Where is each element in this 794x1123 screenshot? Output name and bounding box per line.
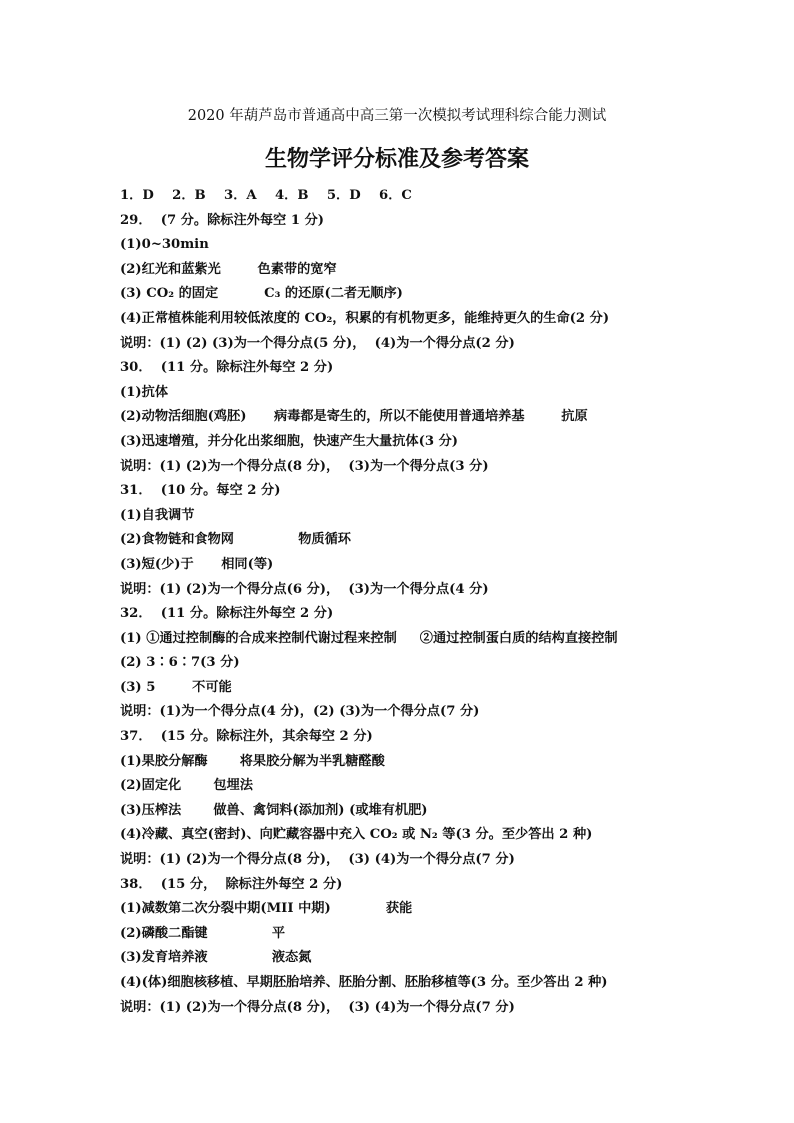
answer-line: (3)迅速增殖，并分化出浆细胞，快速产生大量抗体(3 分) [120,433,459,449]
answer-line: (4)(体)细胞核移植、早期胚胎培养、胚胎分割、胚胎移植等(3 分。至少答出 2 种) [120,975,608,990]
exam-subtitle: 2020 年葫芦岛市普通高中高三第一次模拟考试理科综合能力测试 [187,108,607,124]
mcq-answers: 1．D 2．B 3．A 4．B 5．D 6．C [120,188,412,203]
question-38-heading: 38． (15 分， 除标注外每空 2 分) [120,876,343,892]
answer-line: (2)食物链和食物网 物质循环 [120,532,351,548]
answer-line: (1) ①通过控制酶的合成来控制代谢过程来控制 ②通过控制蛋白质的结构直接控制 [120,630,618,646]
answer-line: (1)果胶分解酶 将果胶分解为半乳糖醛酸 [120,753,385,769]
page-title: 生物学评分标准及参考答案 [264,147,529,172]
scoring-note: 说明：(1) (2)为一个得分点(8 分)， (3) (4)为一个得分点(7 分) [120,852,515,868]
answer-line: (3) CO₂ 的固定 C₃ 的还原(二者无顺序) [120,286,403,302]
answer-line: (2)动物活细胞(鸡胚) 病毒都是寄生的，所以不能使用普通培养基 抗原 [120,409,588,425]
question-32-heading: 32． (11 分。除标注外每空 2 分) [120,606,334,622]
answer-line: (4)冷藏、真空(密封)、向贮藏容器中充入 CO₂ 或 N₂ 等(3 分。至少答出 2 种) [120,827,593,843]
answer-line: (3)短(少)于 相同(等) [120,556,274,572]
answer-line: (3)发育培养液 液态氮 [120,950,312,966]
question-30-heading: 30． (11 分。除标注外每空 2 分) [120,360,334,376]
answer-line: (3) 5 不可能 [120,679,232,695]
answer-line: (1)0~30min [120,237,209,253]
question-31-heading: 31． (10 分。每空 2 分) [120,483,281,499]
answer-line: (2)磷酸二酯键 平 [120,925,286,941]
scoring-note: 说明：(1) (2)为一个得分点(8 分)， (3) (4)为一个得分点(7 分) [120,999,515,1015]
answer-line: (2)固定化 包埋法 [120,778,253,794]
answer-line: (2) 3∶6∶7(3 分) [120,655,240,671]
answer-line: (1)抗体 [120,384,169,400]
scoring-note: 说明：(1)为一个得分点(4 分)，(2) (3)为一个得分点(7 分) [120,704,480,720]
question-37-heading: 37． (15 分。除标注外，其余每空 2 分) [120,729,373,745]
answer-line: (3)压榨法 做兽、禽饲料(添加剂) (或堆有机肥) [120,802,428,818]
answer-line: (1)减数第二次分裂中期(MII 中期) 获能 [120,901,413,917]
answer-line: (1)自我调节 [120,507,195,523]
question-29-heading: 29． (7 分。除标注外每空 1 分) [120,212,325,228]
scoring-note: 说明：(1) (2) (3)为一个得分点(5 分)， (4)为一个得分点(2 分) [120,335,515,351]
answer-list [120,186,720,1022]
answer-line: (4)正常植株能利用较低浓度的 CO₂，积累的有机物更多，能维持更久的生命(2 分) [120,310,610,326]
scoring-note: 说明：(1) (2)为一个得分点(8 分)， (3)为一个得分点(3 分) [120,458,489,474]
scoring-note: 说明：(1) (2)为一个得分点(6 分)， (3)为一个得分点(4 分) [120,581,489,597]
answer-line: (2)红光和蓝紫光 色素带的宽窄 [120,261,337,277]
